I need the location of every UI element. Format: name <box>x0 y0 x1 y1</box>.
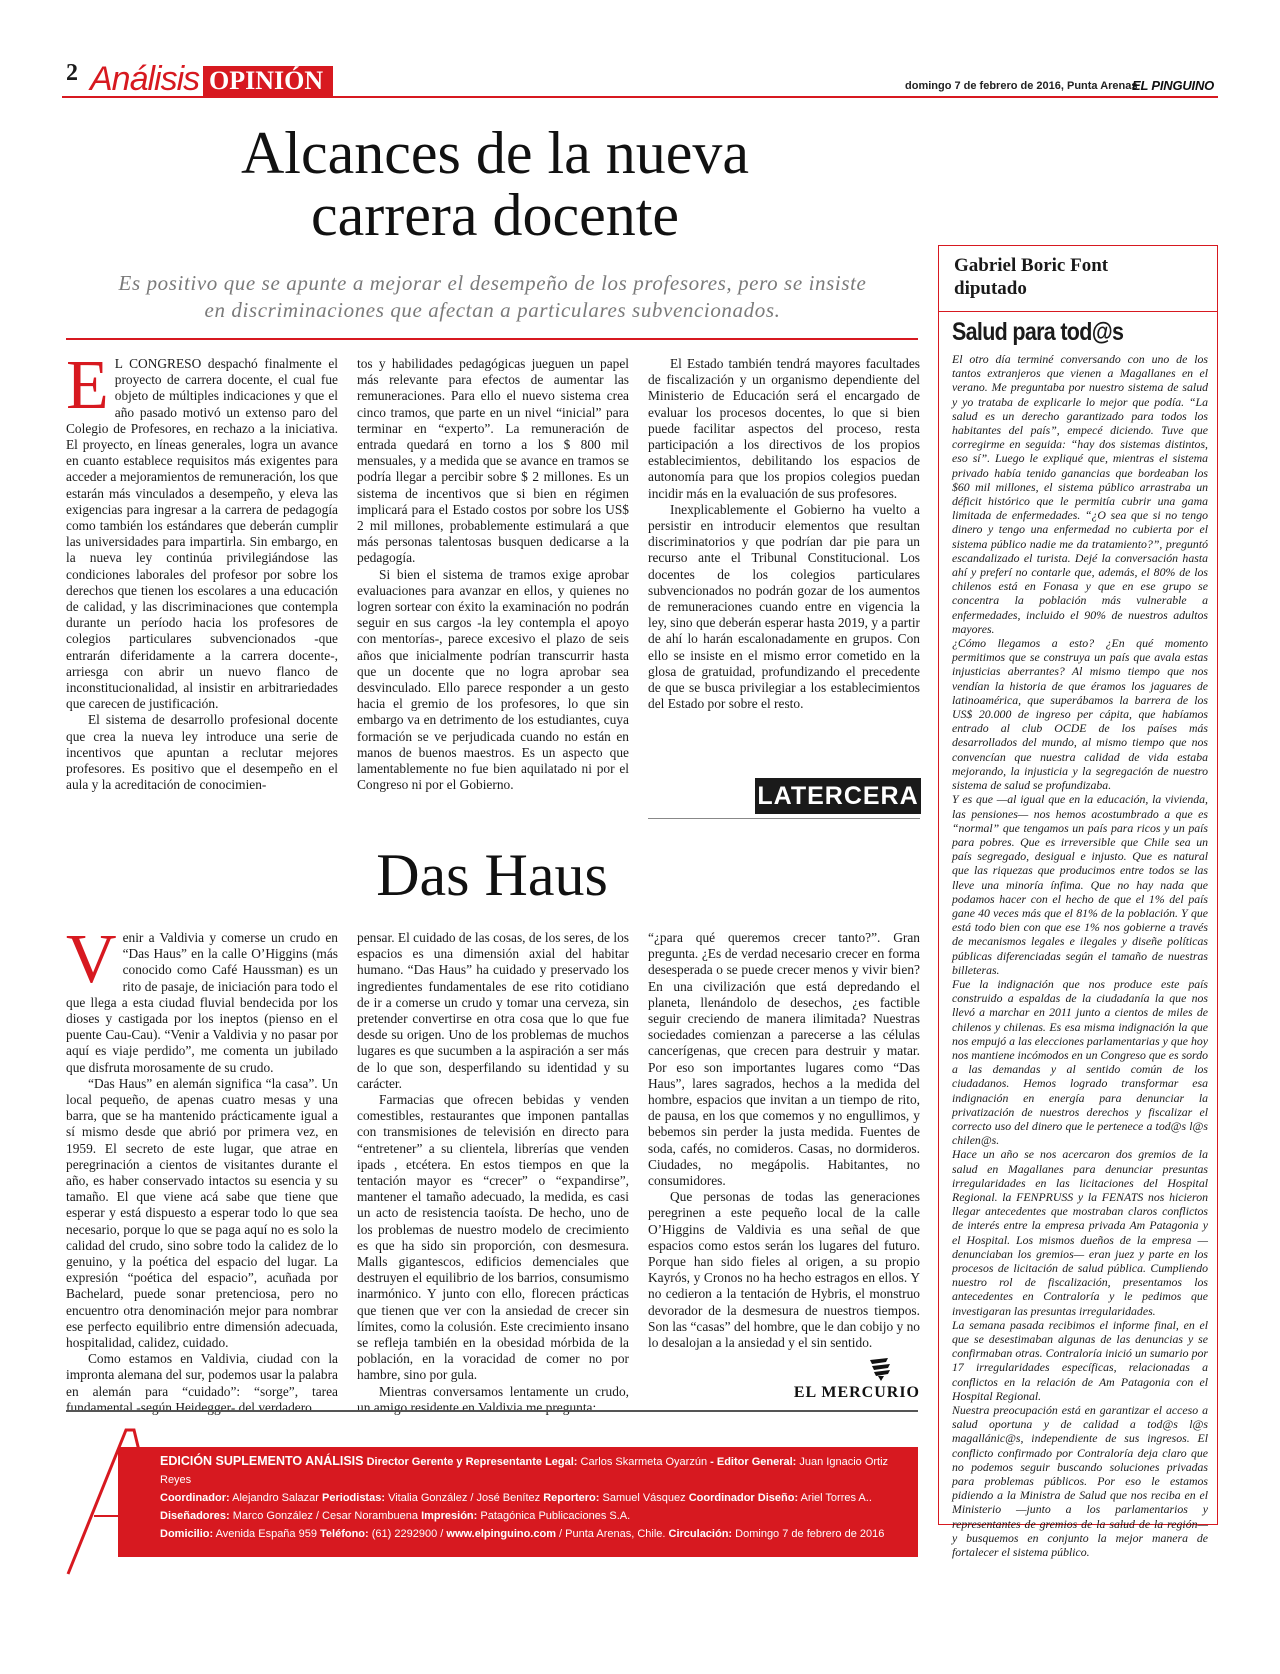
credit-label: Coordinador: <box>160 1492 230 1504</box>
credit-value: Vitalia González / José Benítez <box>388 1492 541 1504</box>
credit-label: Impresión: <box>421 1510 478 1522</box>
article-1-column-2 <box>357 356 629 822</box>
article-2-headline: Das Haus <box>376 842 608 908</box>
drop-cap: E <box>66 347 109 424</box>
source-divider <box>648 818 920 819</box>
body-paragraph: “Das Haus” en alemán significa “la casa”. Un local pequeño, de apenas cuatro mesas y una barra, que se ha mantenido prácticamente igual a sí mismo desde que abrió por primera vez, en 1959. El secreto de este lugar, que atrae en peregrinación a cientos de visitantes durante el año, es haber conservado intactos su esencia y su tamaño. El que viene acá sabe que tiene que esperar y está dispuesto a esperar todo lo que sea necesario, porque lo que se paga aquí no es solo la calidad del crudo, sino sobre todo la calidez de lo genuino, y la poética del espacio del lugar. La expresión “poética del espacio”, acuñada por Bachelard, puede sonar pretenciosa, pero no encuentro otra denominación mejor para nombrar ese perfecto equilibrio entre dimensión adecuada, hospitalidad, calidez, cuidado. <box>66 1075 338 1351</box>
body-paragraph: Farmacias que ofrecen bebidas y venden comestibles, restaurantes que imponen pantallas con transmisiones de televisión en directo para “entretener” a su clientela, librerías que venden ipads , etcétera. En estos tiempos en que la tentación mayor es “crecer” o “expandirse”, mantener el tamaño adecuado, la medida, es casi un acto de resistencia taoísta. De hecho, uno de los problemas de nuestro modelo de crecimiento es que ha sido sin proporción, con desmesura. Malls gigantescos, edificios demenciales que destruyen el equilibrio de los barrios, consumismo inarmónico. Y junto con ello, florecen prácticas que tienen que ver con la ansiedad de crecer sin límites, como la colusión. Este crecimiento insano se refleja también en la obesidad mórbida de la población, en la voracidad de comer no por hambre, sino por gula. <box>357 1092 629 1383</box>
body-paragraph: enir a Valdivia y comerse un crudo en “Das Haus” en la calle O’Higgins (más conocido como Café Haussman) es un rito de pasaje, de iniciación para todo el que llega a esta ciudad fluvial bendecida por los dioses y castigada por los ineptos (pienso en el puente Cau-Cau). “Venir a Valdivia y no pasar por aquí es viaje perdido”, me comenta un jubilado que disfruta morosamente de su crudo. <box>66 930 338 1075</box>
body-paragraph: L CONGRESO despachó finalmente el proyecto de carrera docente, el cual fue objeto de múltiples indicaciones y que el año pasado motivó un extenso paro del Colegio de Profesores, en rechazo a la iniciativa. El proyecto, en líneas generales, logra un avance en cuanto establece requisitos más exigentes para acceder a mejoramientos de remuneración, los que estarán más vinculados a desempeño, y eleva las exigencias para ingresar a la carrera de pedagogía como también los estándares que deberán cumplir las universidades para impartirla. Sin embargo, en la nueva ley continúa privilegiándose las condiciones laborales del profesor por sobre los derechos que tienen los escolares a una educación de calidad, y las discriminaciones que contempla durante un período hacia los profesores de colegios particulares subvencionados -que entrarán diferidamente a la carrera docente-, arriesga con abrir un nuevo flanco de inconstitucionalidad, al insistir en arbitrariedades que carecen de justificación. <box>66 356 338 712</box>
body-paragraph: La semana pasada recibimos el informe final, en el que se desestimaban algunas de las denuncias y se confirmaban otras. Contraloría inició un sumario por 17 irregularidades específicas, relacionadas a conflictos en la relación de Am Patagonia con el Hospital Regional. <box>952 1317 1208 1403</box>
credit-label: Director Gerente y Representante Legal: <box>366 1456 578 1468</box>
newspaper-name: EL PINGUINO <box>1132 78 1215 93</box>
credits-line <box>160 1452 910 1489</box>
credit-label: Domicilio: <box>160 1528 214 1540</box>
credit-value: Avenida España 959 <box>215 1528 317 1540</box>
author-role: diputado <box>954 278 1027 299</box>
page-number: 2 <box>66 60 78 86</box>
credit-value: / Punta Arenas, Chile. <box>559 1528 666 1540</box>
article-1-column-3 <box>648 356 920 756</box>
article-1-subheadline <box>65 270 920 324</box>
credit-value: Juan Ignacio Ortiz Reyes <box>160 1456 889 1486</box>
credit-label: Coordinador Diseño: <box>688 1492 799 1504</box>
credit-label: Periodistas: <box>322 1492 385 1504</box>
article-1-divider <box>66 338 918 340</box>
body-paragraph: Si bien el sistema de tramos exige aprobar evaluaciones para avanzar en ellos, y quienes no logren sortear con éxito la examinación no podrán seguir en sus cargos -la ley contempla el apoyo con mentorías-, parece excesivo el plazo de seis años que inicialmente podrían transcurrir hasta que un docente que no logra aprobar sea desvinculado. Ello parece responder a un gesto hacia el gremio de los profesores, lo que sin embargo va en detrimento de los estudiantes, cuya formación se ve perjudicada cuando no están en manos de buenos maestros. Es un aspecto que lamentablemente no fue bien aquilatado ni por el Congreso ni por el Gobierno. <box>357 566 629 793</box>
body-paragraph: El otro día terminé conversando con uno de los tantos extranjeros que vienen a Magallanes en el verano. Me preguntaba por nuestro sistema de salud y yo trataba de explicarle lo mejor que podía. “La salud es un derecho garantizado para todos los habitantes del país”, empecé diciendo. Tuve que corregirme en seguida: “hay dos sistemas distintos, eso sí”. Luego le expliqué que, mientras el sistema privado había tenido ganancias que bordeaban los $60 mil millones, el sistema público arrastraba un déficit histórico que le permitía cubrir una gama limitada de enfermedades. “¿O sea que si no tengo dinero y tengo una enfermedad no cubierta por el sistema público nadie me da tratamiento?”, preguntó escandalizado el turista. Dejé la conversación hasta ahí y preferí no contarle que, además, el 80% de los chilenos está en Fonasa y que en ese grupo se concentra la población más vulnerable a enfermedades, incluido el 90% de nuestros adultos mayores. <box>952 352 1208 636</box>
website-link[interactable]: www.elpinguino.com <box>446 1528 556 1540</box>
article-2-column-3 <box>648 930 920 1351</box>
article-2-divider <box>66 1410 918 1412</box>
credit-value: Ariel Torres A.. <box>800 1492 872 1504</box>
credit-value: Alejandro Salazar <box>232 1492 319 1504</box>
credit-label: Diseñadores: <box>160 1510 230 1522</box>
article-2-column-2 <box>357 930 629 1415</box>
body-paragraph: pensar. El cuidado de las cosas, de los seres, de los espacios es una dimensión axial del habitar humano. “Das Haus” ha cuidado y preservado los ingredientes fundamentales de ese rito cotidiano de ir a comerse un crudo y tomar una cerveza, sin pretender convertirse en otra cosa que lo que fue desde su origen. Uno de los problemas de muchos lugares es que sucumben a la aspiración a ser más de lo que son, desperfilando su identidad y su carácter. <box>357 930 629 1091</box>
article-1-column-1 <box>66 347 338 822</box>
author-byline <box>954 254 1209 300</box>
source-logo-la-tercera: LATERCERA <box>755 778 921 814</box>
body-paragraph: Fue la indignación que nos produce este país construido a espaldas de la ciudadanía la que nos llevó a marchar en 2011 junto a cientos de miles de chilenos y chilenas. Es esa misma indignación la que nos empujó a las elecciones parlamentarias y que hoy nos mantiene incómodos en un Congreso que es sordo a las demandas y al sentido común de los ciudadanos. Hemos logrado transformar esa indignación en energía para denunciar la privatización de nuestros derechos y fiscalizar el correcto uso del dinero que le pertenece a tod@s l@s chilen@s. <box>952 976 1209 1148</box>
credit-value: Marco González / Cesar Norambuena <box>232 1510 419 1522</box>
credit-label: - Editor General: <box>710 1456 797 1468</box>
body-paragraph: Como estamos en Valdivia, ciudad con la impronta alemana del sur, podemos usar la palabra en alemán para “cuidado”: “sorge”, tarea fundamental -según Heidegger- del verdadero <box>66 1351 338 1415</box>
source-logo-el-mercurio: EL MERCURIO <box>793 1384 920 1401</box>
body-paragraph: ¿Cómo llegamos a esto? ¿En qué momento permitimos que se construya un país que avala estas injusticias aberrantes? Al mismo tiempo que nos vendían la historia de que éramos los jaguares de latinoamérica, que superábamos la barrera de los US$ 20.000 de ingreso per cápita, que habíamos entrado al club OCDE de los países más desarrollados del mundo, al mismo tiempo que nos convencían que nuestra calidad de vida estaba mejorando, la injusticia y la segregación de nuestro sistema de salud se profundizaba. <box>952 636 1208 793</box>
body-paragraph: Mientras conversamos lentamente un crudo, un amigo residente en Valdivia me pregunta: <box>357 1383 629 1415</box>
section-label-analisis: Análisis <box>90 60 200 98</box>
body-paragraph: Inexplicablemente el Gobierno ha vuelto a persistir en introducir elementos que resultan discriminatorios y que podrían dar pie para un recurso ante el Tribunal Constitucional. Los docentes de los colegios particulares subvencionados no podrán gozar de los aumentos de remuneraciones cuando entre en vigencia la ley, sino que deberán esperar hasta 2019, y a partir de ahí lo harán escalonadamente en grupos. Con ello se insiste en el mismo error cometido en la glosa de gratuidad, profundizando el precedente de que se busca privilegiar a los establecimientos del Estado por sobre el resto. <box>648 501 920 712</box>
credits-line <box>160 1489 910 1525</box>
credit-value: (61) 2292900 / <box>371 1528 444 1540</box>
body-paragraph: tos y habilidades pedagógicas jueguen un papel más relevante para efectos de aumentar las remuneraciones. Para ello el nuevo sistema crea cinco tramos, que parte en un nivel “inicial” para terminar en “experto”. La remuneración de entrada quedará en torno a los $ 800 mil mensuales, y a medida que se avance en tramos se podría llegar a percibir sobre $ 2 millones. Es un sistema de incentivos que si bien en régimen implicará para el Estado costos por sobre los US$ 2 mil millones, probablemente estimulará a que más personas talentosas busquen dedicarse a la pedagogía. <box>357 356 629 566</box>
credit-value: Samuel Vásquez <box>602 1492 686 1504</box>
body-paragraph: Hace un año se nos acercaron dos gremios de la salud en Magallanes para denunciar presuntas irregularidades en las licitaciones del Hospital Regional. la FENPRUSS y la FENATS nos hicieron llegar antecedentes que mostraban claros conflictos de interés entre la empresa privada Am Patagonia y el Hospital. Los mismos dueños de la empresa —denunciaban los gremios— eran juez y parte en los procesos de licitación de salud pública. Cumpliendo nuestro rol de fiscalización, presentamos los antecedentes en Contraloría y le pedimos que investigaran las presuntas irregularidades. <box>952 1147 1208 1318</box>
body-paragraph: “¿para qué queremos crecer tanto?”. Gran pregunta. ¿Es de verdad necesario crecer en forma desesperada o se puede crecer menos y vivir bien? En una civilización que está depredando el planeta, llenándolo de desechos, ¿es factible seguir creciendo de manera ilimitada? Nuestras sociedades comienzan a parecerse a las células cancerígenas, que crecen para destruir y matar. Por eso son importantes lugares como “Das Haus”, lares sagrados, hechos a la medida del hombre, espacios que invitan a un tiempo de rito, de pausa, en los que comemos y no engullimos, y bebemos sin perder la justa medida. Fuentes de soda, cafés, no comideros. Casas, no dormideros. Ciudades, no megápolis. Habitantes, no consumidores. <box>648 930 920 1189</box>
el-mercurio-logo-icon <box>866 1356 894 1382</box>
headline-line: Alcances de la nueva <box>240 120 750 186</box>
body-paragraph: El sistema de desarrollo profesional docente que crea la nueva ley introduce una serie de incentivos que apuntan a reclutar mejores profesores. Es positivo que el desempeño en el aula y la acreditación de conocimien- <box>66 712 338 793</box>
body-paragraph: Nuestra preocupación está en garantizar el acceso a salud oportuna y de calidad a tod@s l@s magallánic@s, independiente de sus ingresos. El conflicto confirmado por Contraloría deja claro que no podemos seguir buscando soluciones privadas para problemas públicos. Por eso le estamos pidiendo a la Ministra de Salud que nos reciba en el Ministerio —junto a los parlamentarios y representantes de gremios de la salud de la región— y busquemos en conjunto la mejor manera de fortalecer el sistema público. <box>952 1403 1208 1560</box>
header-divider <box>62 96 1218 98</box>
edition-label: EDICIÓN SUPLEMENTO ANÁLISIS <box>160 1454 364 1468</box>
credit-value: Domingo 7 de febrero de 2016 <box>735 1528 885 1540</box>
date-line: domingo 7 de febrero de 2016, Punta Arenas <box>905 80 1138 92</box>
headline-line: carrera docente <box>310 182 680 248</box>
sidebar-headline: Salud para tod@s <box>952 318 1124 346</box>
author-name: Gabriel Boric Font <box>954 255 1109 276</box>
section-label-opinion: OPINIÓN <box>203 66 333 96</box>
article-2-column-1 <box>66 921 338 1415</box>
credit-value: Patagónica Publicaciones S.A. <box>480 1510 631 1522</box>
drop-cap: V <box>66 921 117 998</box>
credit-label: Teléfono: <box>320 1528 369 1540</box>
credit-value: Carlos Skarmeta Oyarzún <box>580 1456 708 1468</box>
sidebar-divider <box>939 311 1217 312</box>
sidebar-body <box>952 352 1209 1560</box>
credit-label: Circulación: <box>668 1528 733 1540</box>
credit-label: Reportero: <box>543 1492 600 1504</box>
body-paragraph: El Estado también tendrá mayores facultades de fiscalización y un organismo dependiente del Ministerio de Educación será el encargado de evaluar los procesos docentes, lo que si bien puede facilitar aspectos del proceso, resta participación a los directivos de los propios establecimientos, debilitando los espacios de autonomía para que los propios colegios puedan incidir más en la evaluación de sus profesores. <box>648 356 920 501</box>
body-paragraph: Que personas de todas las generaciones peregrinen a este pequeño local de la calle O’Higgins de Valdivia es una señal de que espacios como estos serán los lugares del futuro. Porque han sido fieles al origen, a su propio Kayrós, y Cronos no ha hecho estragos en ellos. Y no cedieron a la tentación de Hybris, el monstruo devorador de la desmesura de nuestros tiempos. Son las “casas” del hombre, que le dan cobijo y no lo desalojan a la ansiedad y el sin sentido. <box>648 1189 920 1351</box>
credits-line <box>160 1525 910 1543</box>
body-paragraph: Y es que —al igual que en la educación, la vivienda, las pensiones— nos hemos acostumbrado a que es “normal” que tengamos un país para ricos y un país para pobres. Que es irreversible que Chile sea un país segregado, desigual e injusto. Que es natural que las riquezas que producimos entre todos se las lleve una minoría ínfima. Que no hay nada que podamos hacer con el hecho de que el 1% del país gane 40 veces más que el 81% de la población. Y que está todo bien con que ese 1% nos gobierne a través de mecanismos legales e ilegales y diseñe políticas públicas diferenciadas según el tamaño de nuestras billeteras. <box>952 792 1208 977</box>
subheadline-line: en discriminaciones que afectan a particulares subvencionados. <box>204 298 781 322</box>
article-1-headline <box>110 122 880 246</box>
subheadline-line: Es positivo que se apunte a mejorar el desempeño de los profesores, pero se insiste <box>118 271 867 295</box>
credits-box <box>118 1447 918 1557</box>
